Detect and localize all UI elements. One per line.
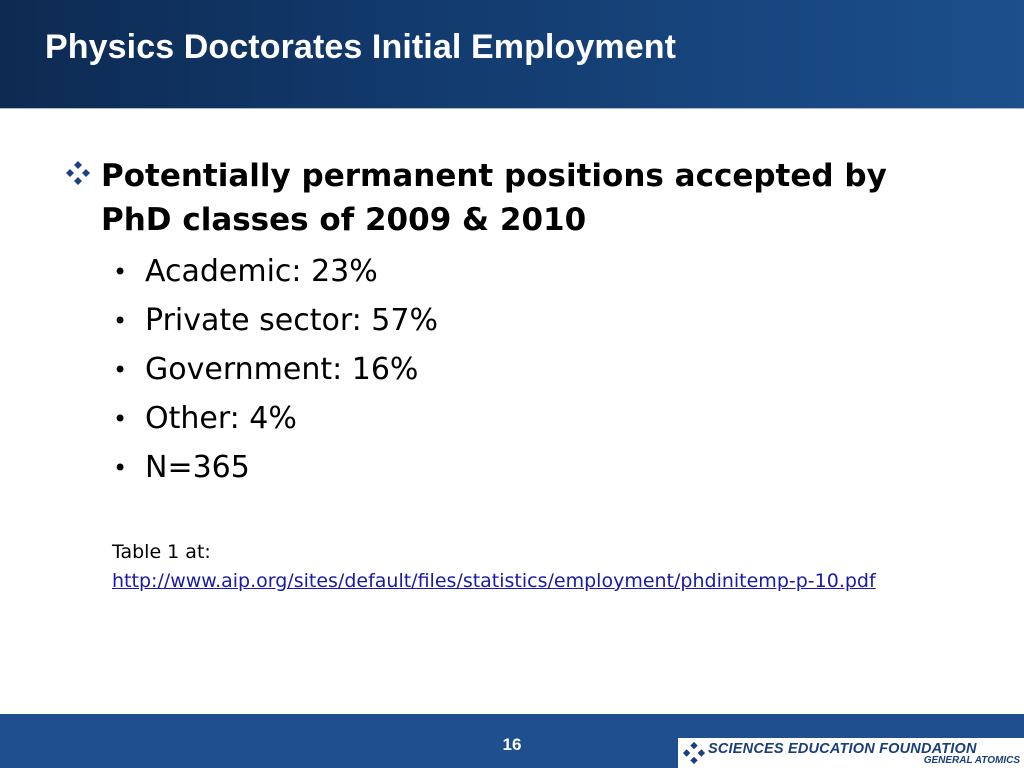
sub-bullet-text: N=365 — [145, 450, 250, 485]
logo-name: SCIENCES EDUCATION FOUNDATION — [708, 741, 977, 757]
logo — [678, 738, 1024, 768]
source-citation — [112, 538, 932, 596]
sub-bullet-text: Other: 4% — [145, 401, 297, 436]
page-number: 16 — [502, 735, 522, 754]
four-diamond-icon — [682, 741, 706, 765]
sub-bullet-text: Academic: 23% — [145, 254, 378, 289]
bullet-dot-icon: • — [113, 306, 128, 335]
sub-bullet-item — [113, 296, 438, 345]
main-bullet — [65, 154, 925, 242]
four-diamond-icon — [65, 160, 91, 186]
source-link[interactable]: http://www.aip.org/sites/default/files/statistics/employment/phdinitemp-p-10.pdf — [112, 570, 876, 592]
bullet-dot-icon: • — [113, 453, 128, 482]
header-bar — [0, 0, 1024, 109]
logo-subtitle: GENERAL ATOMICS — [923, 755, 1020, 766]
main-bullet-text: Potentially permanent positions accepted by PhD classes of 2009 & 2010 — [101, 158, 887, 238]
bullet-dot-icon: • — [113, 257, 128, 286]
sub-bullet-text: Government: 16% — [145, 352, 419, 387]
slide-title: Physics Doctorates Initial Employment — [45, 28, 676, 66]
sub-bullet-text: Private sector: 57% — [145, 303, 438, 338]
sub-bullet-item — [113, 394, 438, 443]
footer-bar — [0, 714, 1024, 768]
sub-bullet-list — [113, 247, 438, 492]
sub-bullet-item — [113, 247, 438, 296]
bullet-dot-icon: • — [113, 404, 128, 433]
sub-bullet-item — [113, 443, 438, 492]
sub-bullet-item — [113, 345, 438, 394]
bullet-dot-icon: • — [113, 355, 128, 384]
source-label: Table 1 at: — [112, 541, 211, 563]
